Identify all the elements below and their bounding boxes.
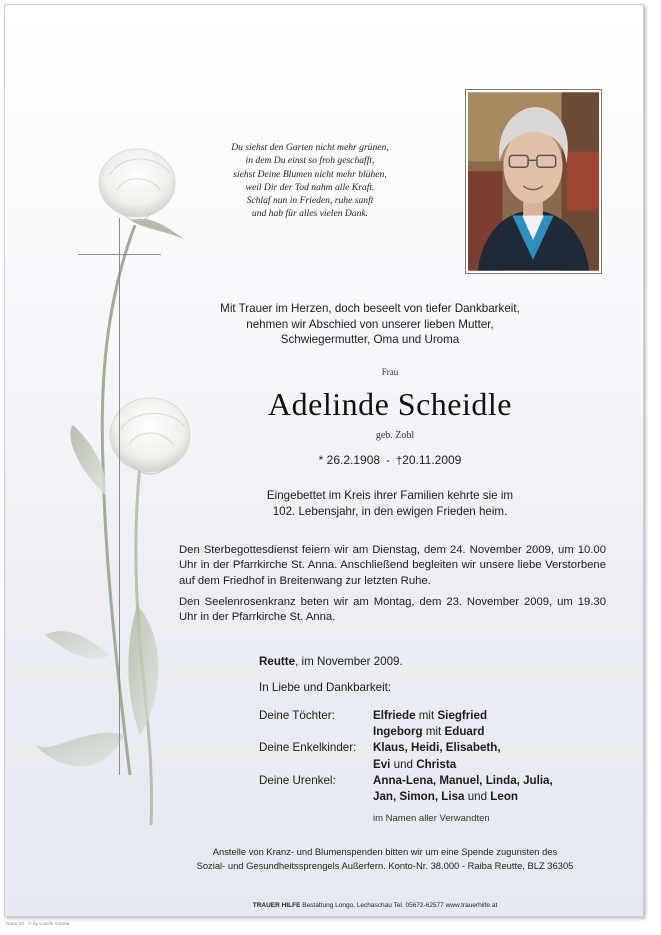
poem-line: und hab für alles vielen Dank.	[251, 208, 369, 220]
poem	[210, 141, 410, 221]
salutation: Frau	[381, 367, 399, 377]
poem-line: Du siehst den Garten nicht mehr grünen,	[231, 142, 389, 153]
family-name: Ingeborg	[373, 725, 423, 739]
copyright-note: Rose 10 - © by Loschi Austria	[6, 922, 70, 927]
daughters-label: Deine Töchter:	[259, 709, 335, 722]
grandchildren-label: Deine Enkelkinder:	[259, 741, 357, 755]
family-name: Evi	[373, 757, 391, 771]
intro-line: Mit Trauer im Herzen, doch beseelt von tiefer Dankbarkeit,	[220, 302, 520, 315]
donation-line: Anstelle von Kranz- und Blumenspenden bitten wir um eine Spende zugunsten des	[212, 846, 558, 857]
connector: und	[464, 789, 491, 803]
undertaker-footer	[205, 902, 545, 909]
family-name: Leon	[490, 789, 518, 803]
intro-line: nehmen wir Abschied von unserer lieben Mutter,	[246, 317, 494, 331]
intro-line: Schwiegermutter, Oma und Uroma	[280, 333, 460, 346]
birth-date: * 26.2.1908	[318, 453, 381, 467]
death-date: 20.11.2009	[402, 453, 462, 467]
intro-text	[195, 301, 545, 348]
embedded-line: Eingebettet im Kreis ihrer Familien kehrte sie im	[266, 489, 514, 502]
undertaker-brand: TRAUER HILFE	[252, 902, 301, 909]
embedded-text	[235, 488, 545, 519]
maiden-name: geb. Zobl	[375, 430, 415, 441]
connector: mit	[415, 709, 438, 722]
place-date	[259, 655, 403, 668]
portrait-photo	[465, 89, 602, 274]
family-name: Klaus, Heidi, Elisabeth,	[373, 741, 501, 755]
family-name: Eduard	[444, 725, 485, 739]
donation-notice	[165, 845, 605, 873]
donation-line: Sozial- und Gesundheitssprengels Außerfern. Konto-Nr. 38.000 - Raiba Reutte, BLZ 36305	[196, 860, 574, 871]
undertaker-details: Bestattung Longo, Lechaschau Tel. 05672-62577 www.trauerhilfe.at	[300, 902, 498, 909]
death-cross-icon: †	[396, 455, 403, 467]
white-rose-illustration	[25, 135, 215, 835]
poem-line: siehst Deine Blumen nicht mehr blühen,	[233, 168, 387, 180]
great-grandchildren-label: Deine Urenkel:	[259, 773, 336, 787]
place-date-text: , im November 2009.	[295, 655, 403, 668]
portrait-image	[468, 92, 599, 271]
connector: mit	[422, 725, 445, 739]
embedded-line: 102. Lebensjahr, in den ewigen Frieden heim.	[272, 504, 508, 518]
family-name: Elfriede	[373, 709, 416, 722]
cross-vertical	[119, 218, 120, 775]
love-line: In Liebe und Dankbarkeit:	[259, 681, 392, 694]
deceased-name: Adelinde Scheidle	[268, 386, 512, 422]
poem-line: weil Dir der Tod nahm alle Kraft.	[245, 181, 375, 193]
family-name: Siegfried	[437, 709, 488, 722]
date-separator: -	[386, 453, 391, 467]
connector: und	[390, 757, 417, 771]
poem-line: Schlaf nun in Frieden, ruhe sanft	[246, 195, 374, 207]
poem-line: in dem Du einst so froh geschafft,	[245, 155, 375, 167]
relatives-line: im Namen aller Verwandten	[373, 813, 490, 824]
place-name: Reutte	[259, 655, 296, 668]
funeral-service-text: Den Sterbegottesdienst feiern wir am Dienstag, dem 24. November 2009, um 10.00 Uhr in der Pfarrkirche St. Anna. Anschließend begleiten wir unsere liebe Verstorbene auf dem Friedhof in Breitenwang zur letzten Ruhe.	[179, 544, 606, 587]
family-name: Christa	[416, 757, 457, 771]
parte-card	[4, 4, 644, 917]
family-name: Anna-Lena, Manuel, Linda, Julia,	[373, 773, 553, 787]
rosary-text: Den Seelenrosenkranz beten wir am Montag, dem 23. November 2009, um 19.30 Uhr in der Pfarrkirche St. Anna.	[179, 596, 606, 624]
family-name: Jan, Simon, Lisa	[373, 789, 465, 803]
life-dates	[255, 453, 525, 467]
